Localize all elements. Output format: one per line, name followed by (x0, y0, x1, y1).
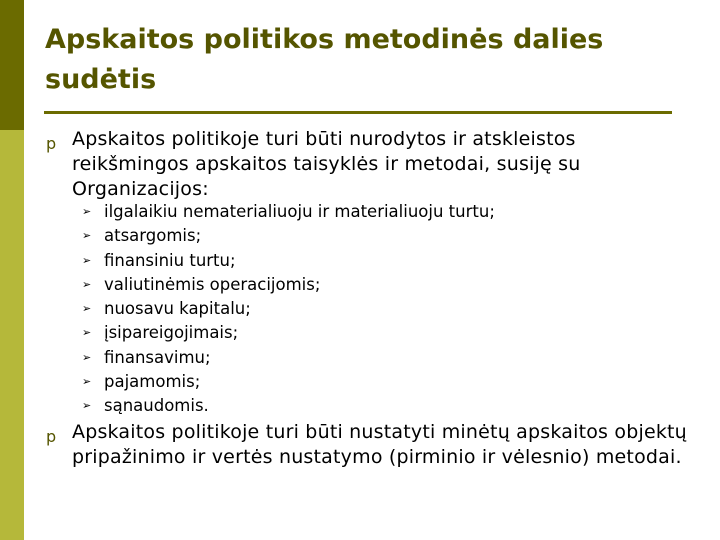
square-bullet-icon: p (46, 427, 57, 446)
list-item (82, 394, 642, 418)
arrow-bullet-icon: ➢ (82, 277, 92, 291)
arrow-bullet-icon: ➢ (82, 326, 92, 340)
list-item-text: nuosavu kapitalu; (104, 299, 251, 319)
list-item (82, 249, 642, 273)
square-bullet-icon: p (46, 134, 57, 153)
list-item (82, 297, 642, 321)
arrow-bullet-icon: ➢ (82, 350, 92, 364)
list-item (82, 273, 642, 297)
arrow-bullet-icon: ➢ (82, 375, 92, 389)
title-underline (44, 111, 672, 114)
list-item (82, 200, 642, 224)
list-item-text: valiutinėmis operacijomis; (104, 274, 321, 294)
list-item-text: sąnaudomis. (104, 396, 209, 416)
list-item-text: ilgalaikiu nematerialiuoju ir materialiuoju turtu; (104, 202, 495, 221)
list-item-text: finansavimu; (104, 347, 211, 367)
arrow-bullet-icon: ➢ (82, 253, 92, 267)
list-item-text: atsargomis; (104, 226, 202, 246)
paragraph-2: Apskaitos politikoje turi būti nustatyti minėtų apskaitos objektų pripažinimo ir vertės nustatymo (pirminio ir vėlesnio) metodai. (72, 421, 687, 468)
list-item-text: finansiniu turtu; (104, 250, 236, 270)
list-item (82, 224, 642, 248)
arrow-bullet-icon: ➢ (82, 399, 92, 413)
side-bar-dark (0, 0, 24, 130)
sub-bullet-list (82, 200, 642, 419)
list-item (82, 370, 642, 394)
arrow-bullet-icon: ➢ (82, 205, 92, 218)
list-item-text: įsipareigojimais; (104, 323, 239, 343)
arrow-bullet-icon: ➢ (82, 302, 92, 316)
paragraph-1: Apskaitos politikoje turi būti nurodytos ir atskleistos reikšmingos apskaitos taisyklės ir metodai, susiję su Organizacijos: (72, 128, 581, 200)
side-bar-light (0, 130, 24, 540)
slide-title: Apskaitos politikos metodinės dalies sudėtis (45, 24, 604, 95)
arrow-bullet-icon: ➢ (82, 229, 92, 243)
list-item-text: pajamomis; (104, 372, 201, 392)
list-item (82, 321, 642, 345)
list-item (82, 346, 642, 370)
